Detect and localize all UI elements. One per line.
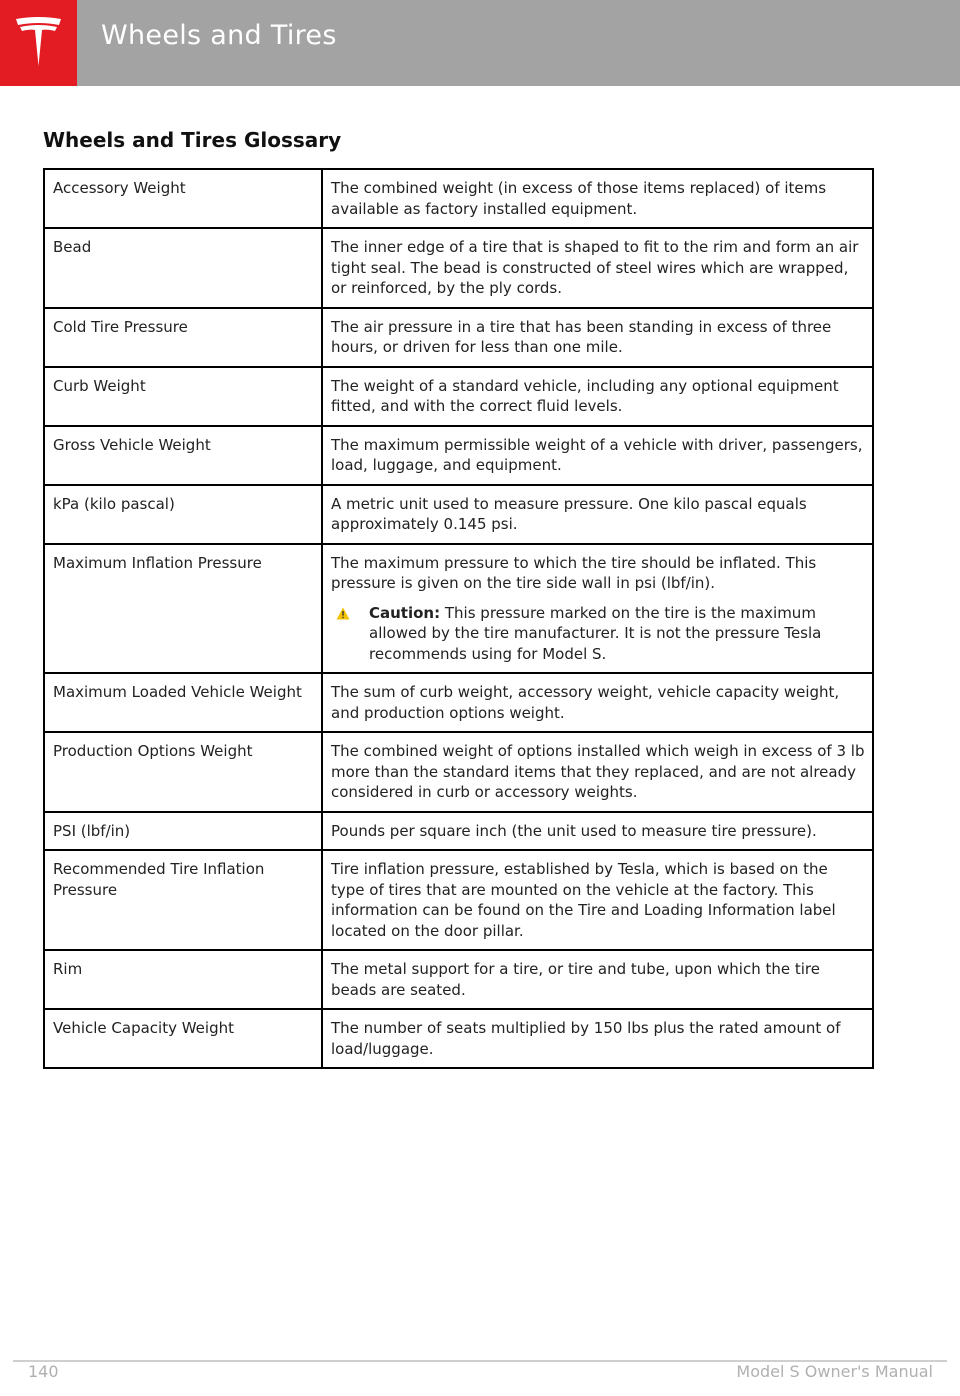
glossary-term: Maximum Inflation Pressure: [44, 544, 322, 674]
table-row: [44, 367, 873, 426]
header-bar: [0, 0, 960, 86]
glossary-definition: The number of seats multiplied by 150 lbs plus the rated amount of load/luggage.: [322, 1009, 873, 1068]
glossary-definition: The maximum permissible weight of a vehicle with driver, passengers, load, luggage, and equipment.: [322, 426, 873, 485]
glossary-definition: The sum of curb weight, accessory weight, vehicle capacity weight, and production options weight.: [322, 673, 873, 732]
warning-triangle-icon: [336, 605, 350, 626]
glossary-definition: The combined weight (in excess of those items replaced) of items available as factory installed equipment.: [322, 169, 873, 228]
table-row: [44, 812, 873, 851]
glossary-term: Vehicle Capacity Weight: [44, 1009, 322, 1068]
table-row: [44, 485, 873, 544]
table-row: [44, 950, 873, 1009]
glossary-term: Cold Tire Pressure: [44, 308, 322, 367]
table-row: [44, 169, 873, 228]
table-row: [44, 1009, 873, 1068]
manual-title: Model S Owner's Manual: [736, 1362, 933, 1381]
glossary-term: Gross Vehicle Weight: [44, 426, 322, 485]
section-title: Wheels and Tires Glossary: [43, 128, 342, 152]
glossary-definition: The combined weight of options installed which weigh in excess of 3 lb more than the standard items that they replaced, and are not already considered in curb or accessory weights.: [322, 732, 873, 812]
glossary-term: Accessory Weight: [44, 169, 322, 228]
glossary-term: Maximum Loaded Vehicle Weight: [44, 673, 322, 732]
glossary-definition: The maximum pressure to which the tire should be inflated. This pressure is given on the tire side wall in psi (lbf/in).: [331, 553, 817, 592]
glossary-term: Curb Weight: [44, 367, 322, 426]
caution-label: Caution:: [369, 603, 441, 622]
table-row: [44, 228, 873, 308]
glossary-term: Rim: [44, 950, 322, 1009]
tesla-logo-icon: [13, 16, 64, 70]
table-row: [44, 426, 873, 485]
glossary-definition: Tire inflation pressure, established by Tesla, which is based on the type of tires that are mounted on the vehicle at the factory. This information can be found on the Tire and Loading Information label located on the door pillar.: [322, 850, 873, 950]
glossary-definition-cell: [322, 544, 873, 674]
glossary-term: PSI (lbf/in): [44, 812, 322, 851]
glossary-definition: The metal support for a tire, or tire and tube, upon which the tire beads are seated.: [322, 950, 873, 1009]
table-row: [44, 850, 873, 950]
glossary-term: Recommended Tire Inflation Pressure: [44, 850, 322, 950]
page-number: 140: [28, 1362, 59, 1381]
glossary-table: [43, 168, 874, 1069]
glossary-term: Bead: [44, 228, 322, 308]
glossary-term: Production Options Weight: [44, 732, 322, 812]
caution-note: [331, 603, 865, 665]
table-row: [44, 732, 873, 812]
brand-logo-box: [0, 0, 77, 86]
table-row: [44, 308, 873, 367]
caution-text: This pressure marked on the tire is the maximum allowed by the tire manufacturer. It is not the pressure Tesla recommends using for Model S.: [369, 603, 822, 663]
glossary-definition: The weight of a standard vehicle, including any optional equipment fitted, and with the correct fluid levels.: [322, 367, 873, 426]
glossary-definition: Pounds per square inch (the unit used to measure tire pressure).: [322, 812, 873, 851]
glossary-definition: A metric unit used to measure pressure. One kilo pascal equals approximately 0.145 psi.: [322, 485, 873, 544]
glossary-definition: The air pressure in a tire that has been standing in excess of three hours, or driven for less than one mile.: [322, 308, 873, 367]
chapter-title: Wheels and Tires: [101, 20, 337, 51]
glossary-definition: The inner edge of a tire that is shaped to fit to the rim and form an air tight seal. The bead is constructed of steel wires which are wrapped, or reinforced, by the ply cords.: [322, 228, 873, 308]
table-row: [44, 673, 873, 732]
table-row: [44, 544, 873, 674]
glossary-term: kPa (kilo pascal): [44, 485, 322, 544]
